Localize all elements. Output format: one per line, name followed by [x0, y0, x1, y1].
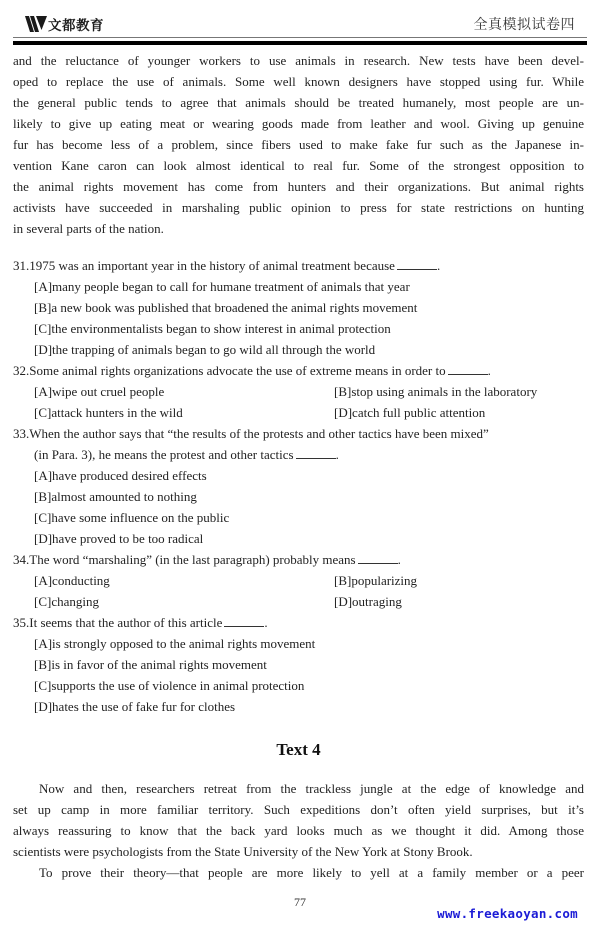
- question-33: [13, 423, 584, 549]
- question-end: .: [264, 615, 268, 630]
- brand-logo: [25, 14, 104, 34]
- question-end: .: [436, 258, 441, 273]
- option-d: [D]the trapping of animals began to go wild all through the world: [34, 342, 376, 357]
- question-34: [13, 549, 584, 612]
- question-31: [13, 255, 584, 360]
- passage-line: always reassuring to know that the back yard looks much as we thought it did. Among those: [13, 823, 584, 838]
- option-d: [D]outraging: [334, 594, 402, 609]
- answer-blank: [296, 446, 336, 459]
- option-a: [A]have produced desired effects: [34, 468, 207, 483]
- passage-line: the general public tends to agree that animals should be treated humanely, most people are un-: [13, 95, 584, 110]
- question-text: When the author says that “the results of the protests and other tactics have been mixed”: [29, 426, 489, 441]
- option-row: [13, 570, 584, 591]
- answer-blank: [397, 257, 437, 270]
- option-c: [C]have some influence on the public: [34, 510, 230, 525]
- question-stem: [13, 360, 584, 381]
- question-stem-continued: [13, 444, 584, 465]
- question-number: 34.: [13, 552, 30, 567]
- brand-name: 文都教育: [48, 18, 104, 34]
- option-row: [13, 591, 584, 612]
- option-row: [13, 402, 584, 423]
- option-row: [13, 381, 584, 402]
- option-b: [B]almost amounted to nothing: [34, 489, 197, 504]
- answer-blank: [224, 614, 264, 627]
- option-a: [A]conducting: [34, 573, 110, 588]
- question-number: 31.: [13, 258, 30, 273]
- passage-line: vention Kane caron can look almost identical to real fur. Some of the strongest opposition to: [13, 158, 584, 173]
- option-b: [B]popularizing: [334, 573, 418, 588]
- answer-blank: [358, 551, 398, 564]
- passage-line: and the reluctance of younger workers to use animals in research. New tests have been devel-: [13, 53, 584, 68]
- wendu-w-logo-icon: [25, 16, 47, 32]
- passage-line: scientists were psychologists from the State University of the New York at Stony Brook.: [13, 844, 473, 859]
- question-end: .: [397, 552, 401, 567]
- text4-paragraph-2: [13, 862, 584, 883]
- option-a: [A]many people began to call for humane treatment of animals that year: [34, 279, 410, 294]
- option-b: [B]is in favor of the animal rights movement: [34, 657, 267, 672]
- question-stem: [13, 549, 584, 570]
- question-number: 33.: [13, 426, 30, 441]
- question-text: 1975 was an important year in the history of animal treatment because: [29, 258, 395, 273]
- question-stem: [13, 423, 584, 444]
- option-a: [A]wipe out cruel people: [34, 384, 165, 399]
- section-title-text-4: Text 4: [276, 740, 321, 759]
- question-end: .: [335, 447, 339, 462]
- question-text: The word “marshaling” (in the last paragraph) probably means: [29, 552, 356, 567]
- option-d: [D]have proved to be too radical: [34, 531, 204, 546]
- page-header: [13, 0, 587, 46]
- question-list: [13, 255, 584, 717]
- option-d: [D]catch full public attention: [334, 405, 486, 420]
- option-d: [D]hates the use of fake fur for clothes: [34, 699, 236, 714]
- passage-line: the animal rights movement has come from hunters and their organizations. But animal rights: [13, 179, 584, 194]
- passage-paragraph: [13, 50, 584, 239]
- question-text-line2: (in Para. 3), he means the protest and other tactics: [34, 447, 294, 462]
- option-a: [A]is strongly opposed to the animal rights movement: [34, 636, 316, 651]
- page-number: 77: [294, 895, 306, 909]
- option-c: [C]changing: [34, 594, 99, 609]
- option-c: [C]the environmentalists began to show interest in animal protection: [34, 321, 391, 336]
- question-text: Some animal rights organizations advocate the use of extreme means in order to: [29, 363, 446, 378]
- option-b: [B]a new book was published that broadened the animal rights movement: [34, 300, 418, 315]
- header-rule-thin: [13, 37, 587, 38]
- option-b: [B]stop using animals in the laboratory: [334, 384, 538, 399]
- passage-line: fur has become less of a problem, since fibers used to make fake fur such as the Japanese in-: [13, 137, 584, 152]
- answer-blank: [448, 362, 488, 375]
- question-32: [13, 360, 584, 423]
- question-end: .: [487, 363, 491, 378]
- passage-line: Now and then, researchers retreat from the trackless jungle at the edge of knowledge and: [39, 781, 584, 796]
- passage-line: To prove their theory—that people are more likely to yell at a family member or a peer: [39, 865, 584, 880]
- page-content: [13, 50, 584, 883]
- passage-line: in several parts of the nation.: [13, 221, 164, 236]
- option-c: [C]attack hunters in the wild: [34, 405, 183, 420]
- question-35: [13, 612, 584, 717]
- passage-line: activists have succeeded in marshaling public opinion to press for state restrictions on hunting: [13, 200, 584, 215]
- passage-line: likely to give up eating meat or wearing goods made from leather and wool. Giving up genuine: [13, 116, 584, 131]
- option-c: [C]supports the use of violence in animal protection: [34, 678, 305, 693]
- question-stem: [13, 612, 584, 633]
- text4-paragraph-1: [13, 778, 584, 862]
- question-number: 32.: [13, 363, 30, 378]
- exam-title: 全真模拟试卷四: [473, 17, 575, 33]
- question-text: It seems that the author of this article: [29, 615, 223, 630]
- header-rule-thick: [13, 41, 587, 45]
- question-number: 35.: [13, 615, 30, 630]
- watermark-link[interactable]: www.freekaoyan.com: [437, 906, 578, 921]
- passage-line: oped to replace the use of animals. Some well known designers have stopped using fur. While: [13, 74, 584, 89]
- question-stem: [13, 255, 584, 276]
- passage-line: set up camp in more familiar territory. Such expeditions don’t often yield surprises, but it’s: [13, 802, 584, 817]
